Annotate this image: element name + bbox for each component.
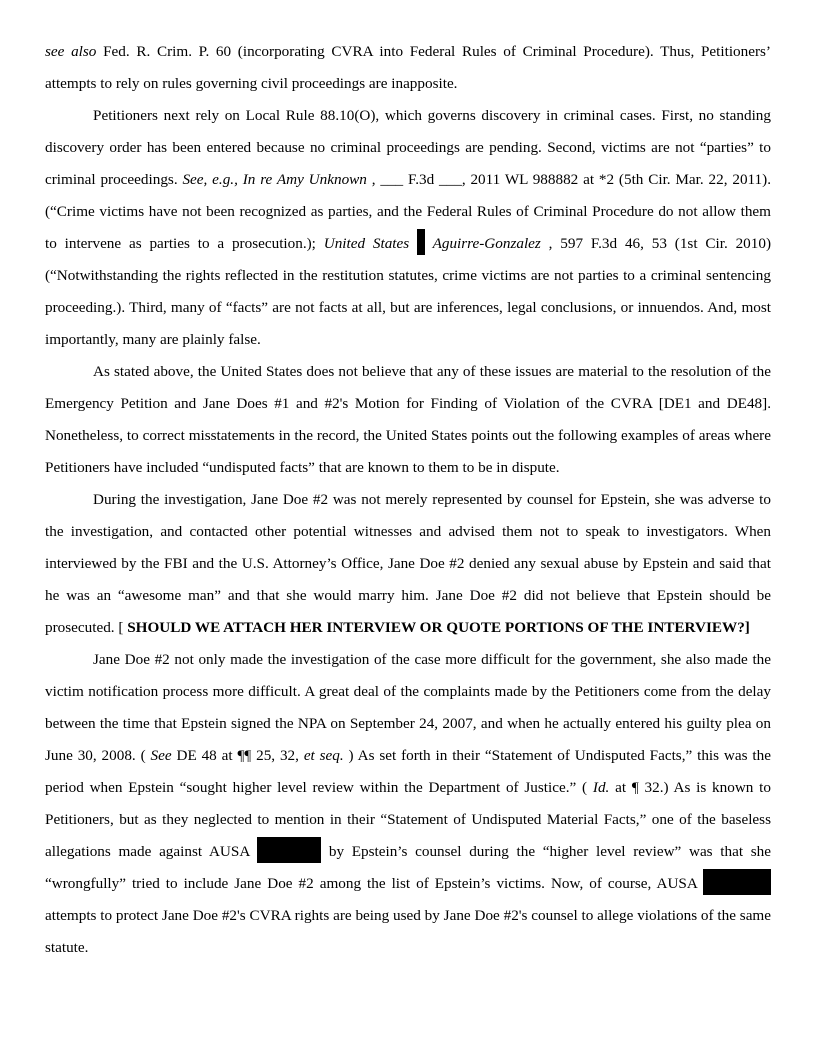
signal-see: See [150,747,172,764]
citation-aguirre-gonzalez: Aguirre-Gonzalez [425,235,541,252]
signal-id: Id. [592,779,610,796]
paragraph-text: , ___ F.3d ___, 2011 WL 988882 at *2 (5th Cir. Mar. 22, 2011). (“Crime victims have not been recognized as parties, and the Federal Rules of Criminal Procedure do not allow them to intervene as parties to a prosecution.); [45,171,772,252]
paragraph-local-rule [45,100,771,356]
paragraph-stated-above [45,356,771,484]
paragraph-text: attempts to protect Jane Doe #2's CVRA rights are being used by Jane Doe #2's counsel to allege violations of the same statute. [45,907,771,956]
redaction-box [703,869,771,895]
paragraph-text: As stated above, the United States does not believe that any of these issues are material to the resolution of the Emergency Petition and Jane Does #1 and #2's Motion for Finding of Violation of the CVRA [DE1 and DE48]. Nonetheless, to correct misstatements in the record, the United States points out the following examples of areas where Petitioners have included “undisputed facts” that are known to them to be in dispute. [45,363,771,476]
paragraph-text: Petitioners next rely on Local Rule 88.10(O), which governs discovery in criminal cases. First, no standing discovery order has been entered because no criminal proceedings are pending. Second, victims are not “parties” to criminal proceedings. [45,107,771,188]
signal-et-seq: et seq. [303,747,344,764]
bold-bracketed-note: SHOULD WE ATTACH HER INTERVIEW OR QUOTE PORTIONS OF THE INTERVIEW?] [127,619,750,636]
signal-see-also: see also [45,43,97,60]
paragraph-victim-notification [45,644,771,964]
paragraph-text: , 597 F.3d 46, 53 (1st Cir. 2010) (“Notwithstanding the rights reflected in the restitution statutes, crime victims are not parties to a criminal sentencing proceeding.). Third, many of “facts” are not facts at all, but are inferences, legal conclusions, or innuendos. And, most importantly, many are plainly false. [45,235,772,348]
redaction-box [257,837,321,863]
paragraph-text: at ¶ 32.) As is known to Petitioners, but as they neglected to mention in their “Statement of Undisputed Material Facts,” one of the baseless allegations made against AUSA [45,779,771,860]
paragraph-text: Fed. R. Crim. P. 60 (incorporating CVRA into Federal Rules of Criminal Procedure). Thus, Petitioners’ attempts to rely on rules governing civil proceedings are inapposite. [45,43,771,92]
redaction-box [417,229,425,255]
paragraph-civil-rules [45,36,771,100]
paragraph-text: Jane Doe #2 not only made the investigation of the case more difficult for the government, she also made the victim notification process more difficult. A great deal of the complaints made by the Petitioners come from the delay between the time that Epstein signed the NPA on September 24, 2007, and when he actually entered his guilty plea on June 30, 2008. ( [45,651,771,764]
paragraph-text: ) As set forth in their “Statement of Undisputed Facts,” this was the period when Epstein “sought higher level review within the Department of Justice.” ( [45,747,771,796]
document-page [45,36,771,964]
citation-in-re-amy-unknown: See, e.g., In re Amy Unknown [182,171,367,188]
paragraph-text: During the investigation, Jane Doe #2 was not merely represented by counsel for Epstein, she was adverse to the investigation, and contacted other potential witnesses and advised them not to speak to investigators. When interviewed by the FBI and the U.S. Attorney’s Office, Jane Doe #2 denied any sexual abuse by Epstein and said that he was an “awesome man” and that she would marry him. Jane Doe #2 did not believe that Epstein should be prosecuted. [ [45,491,771,636]
paragraph-text: DE 48 at ¶¶ 25, 32, [171,747,304,764]
paragraph-investigation [45,484,771,644]
citation-united-states: United States [323,235,418,252]
paragraph-text: by Epstein’s counsel during the “higher level review” was that she “wrongfully” tried to include Jane Doe #2 among the list of Epstein’s victims. Now, of course, AUSA [45,843,772,892]
